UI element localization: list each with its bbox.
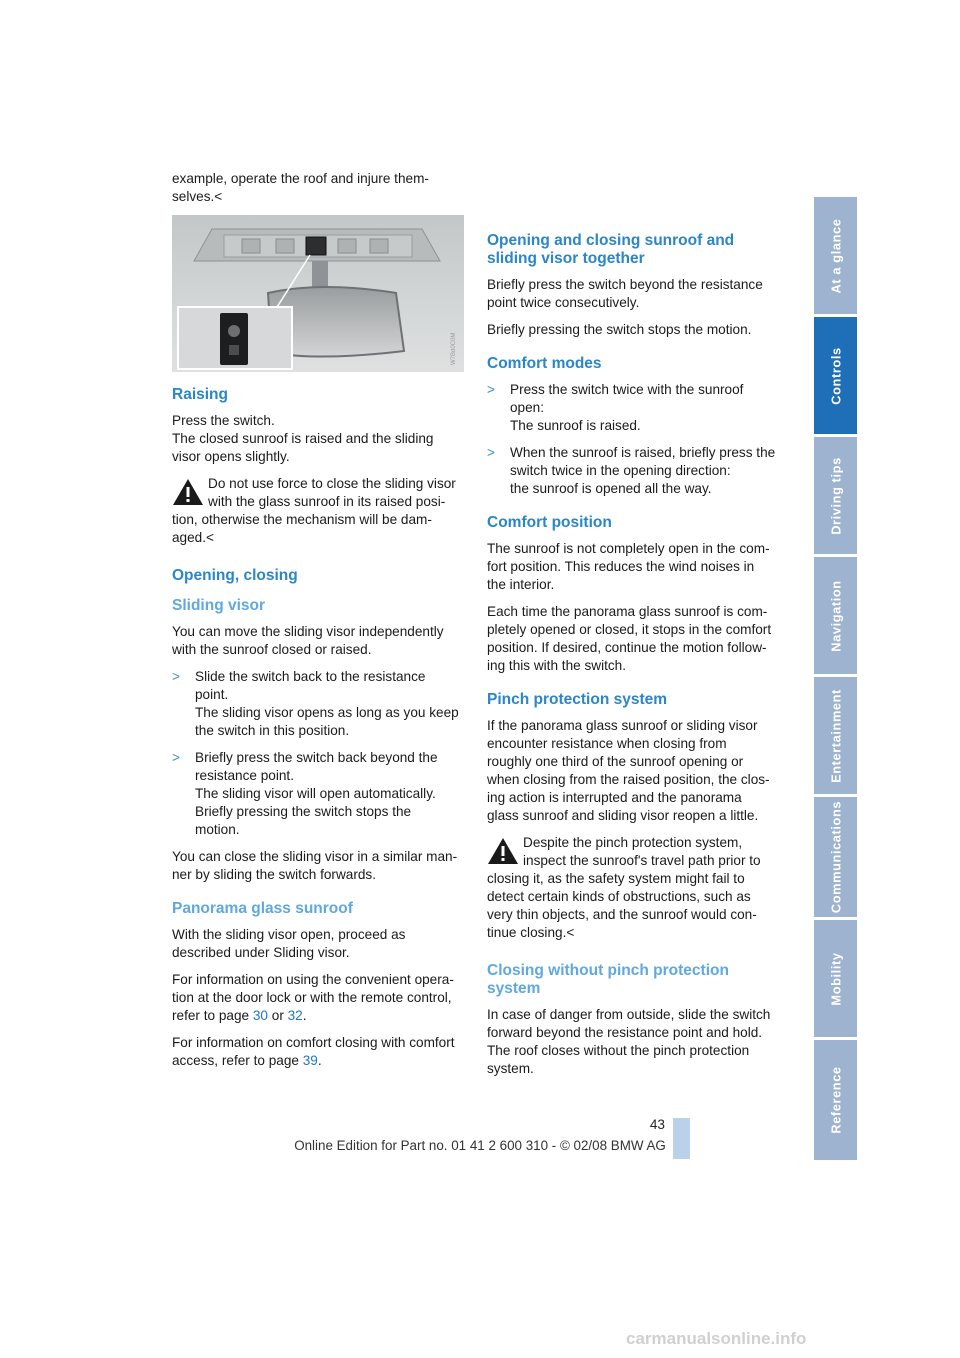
page-number: 43 (649, 1117, 665, 1132)
heading-panorama: Panorama glass sunroof (172, 900, 353, 917)
heading-sliding-visor: Sliding visor (172, 597, 266, 614)
page-link-39[interactable]: 39 (302, 1053, 318, 1068)
list-item: > Briefly press the switch back beyond the resistance point. The sliding visor will open automatically. Briefly pressing the switch stops the motion. (172, 750, 438, 837)
heading-comfort-position: Comfort position (487, 514, 612, 531)
panorama-p3: For information on comfort closing with comfort access, refer to page 39. (172, 1035, 455, 1068)
comfort-position-p1: The sunroof is not completely open in the com- fort position. This reduces the wind noises in the interior. (487, 541, 770, 592)
list-item: > When the sunroof is raised, briefly press the switch twice in the opening direction: the sunroof is opened all the way. (487, 445, 776, 496)
footer-text: Online Edition for Part no. 01 41 2 600 310 - © 02/08 BMW AG (294, 1138, 666, 1153)
page-link-32[interactable]: 32 (287, 1008, 303, 1023)
sliding-visor-intro: You can move the sliding visor independently with the sunroof closed or raised. (172, 624, 444, 657)
left-column (172, 170, 464, 1079)
photo-code: W7Bd0C0M (451, 332, 457, 365)
heading-raising: Raising (172, 386, 228, 403)
tab-at-a-glance[interactable]: At a glance (814, 197, 857, 314)
panorama-p2: For information on using the convenient opera- tion at the door lock or with the remote control, refer to page 30 or 32. (172, 972, 454, 1023)
heading-opening-closing: Opening, closing (172, 567, 298, 584)
list-item: > Slide the switch back to the resistance point. The sliding visor opens as long as you keep the switch in this position. (172, 669, 459, 738)
tab-controls[interactable]: Controls (814, 317, 857, 434)
tab-driving-tips[interactable]: Driving tips (814, 437, 857, 554)
overhead-console-photo (172, 215, 464, 372)
warning-icon (487, 836, 519, 866)
right-column (487, 232, 779, 1087)
together-p1: Briefly press the switch beyond the resistance point twice consecutively. (487, 277, 763, 310)
closing-without-p1: In case of danger from outside, slide the switch forward beyond the resistance point and hold. The roof closes without the pinch protection system. (487, 1007, 771, 1076)
intro-paragraph: example, operate the roof and injure them- selves.< (172, 171, 429, 204)
page-link-30[interactable]: 30 (252, 1008, 268, 1023)
heading-comfort-modes: Comfort modes (487, 355, 602, 372)
together-p2: Briefly pressing the switch stops the motion. (487, 322, 752, 337)
tab-entertainment[interactable]: Entertainment (814, 677, 857, 794)
chapter-nav (814, 197, 857, 1160)
heading-together: Opening and closing sunroof and sliding visor together (487, 232, 735, 267)
watermark: carmanualsonline.info (626, 1329, 807, 1348)
warning-raising: Do not use force to close the sliding visor with the glass sunroof in its raised posi- tion, otherwise the mechanism will be dam- aged.< (172, 476, 456, 545)
raising-paragraph: Press the switch. The closed sunroof is raised and the sliding visor opens slightly. (172, 413, 434, 464)
heading-closing-without: Closing without pinch protection system (487, 962, 729, 997)
tab-communications[interactable]: Communications (814, 797, 857, 917)
comfort-position-p2: Each time the panorama glass sunroof is com- pletely opened or closed, it stops in the comfort position. If desired, continue the motion follow- ing this with the switch. (487, 604, 772, 673)
tab-reference[interactable]: Reference (814, 1040, 857, 1160)
panorama-p1: With the sliding visor open, proceed as described under Sliding visor. (172, 927, 406, 960)
pinch-p1: If the panorama glass sunroof or sliding visor encounter resistance when closing from roughly one third of the sunroof opening or when closing from the raised position, the clos- ing action is interrupted and the panorama glass sunroof and sliding visor reopen a little. (487, 718, 770, 823)
list-item: > Press the switch twice with the sunroof open: The sunroof is raised. (487, 382, 744, 433)
warning-icon (172, 477, 204, 507)
warning-pinch: Despite the pinch protection system, inspect the sunroof's travel path prior to closing it, as the safety system might fail to detect certain kinds of obstructions, such as very thin objects, and the sunroof would con- tinue closing.< (487, 835, 761, 940)
tab-mobility[interactable]: Mobility (814, 920, 857, 1037)
tab-navigation[interactable]: Navigation (814, 557, 857, 674)
sliding-visor-outro: You can close the sliding visor in a similar man- ner by sliding the switch forwards. (172, 849, 458, 882)
heading-pinch-protection: Pinch protection system (487, 691, 668, 708)
